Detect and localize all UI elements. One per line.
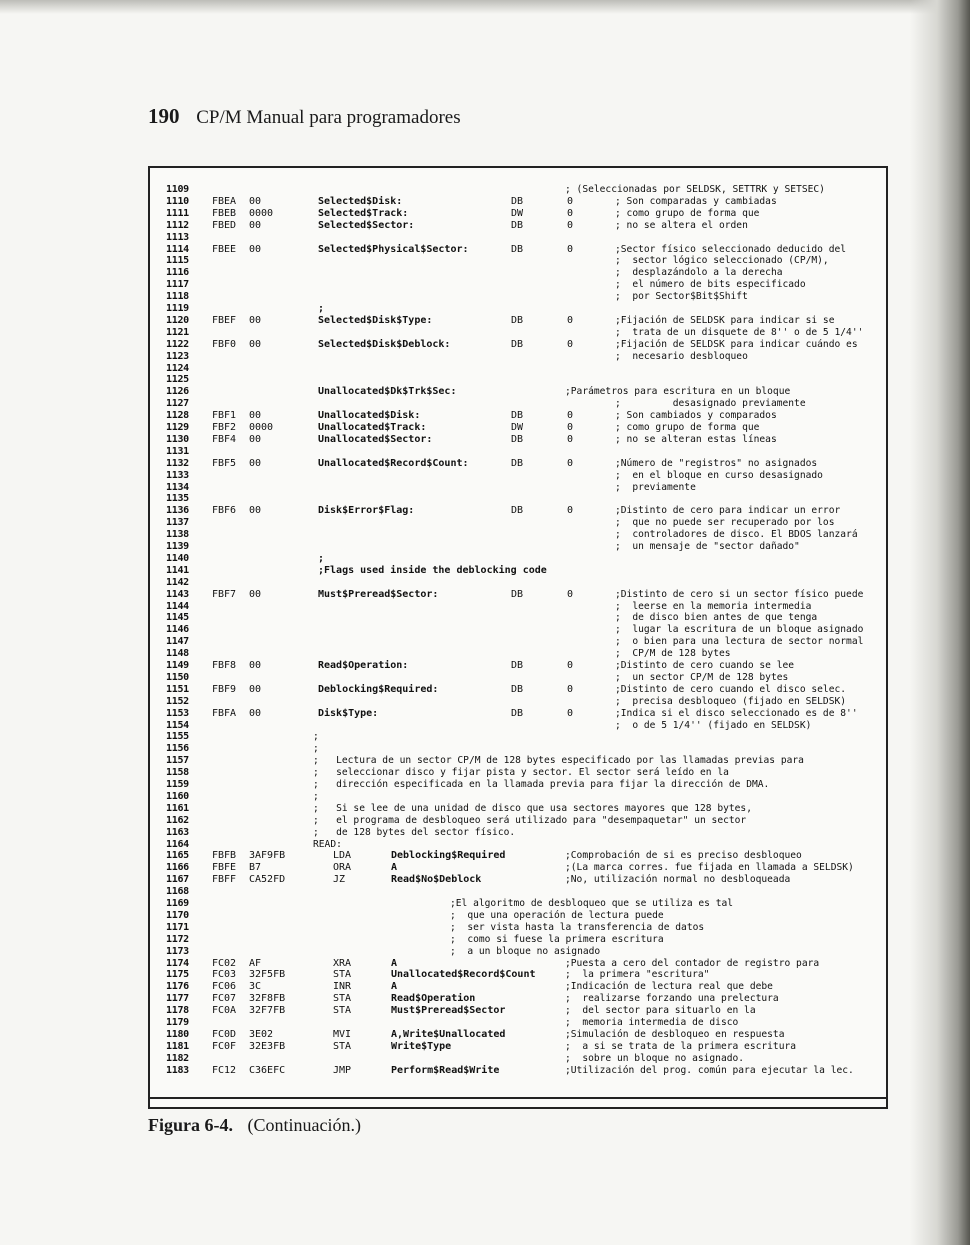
comment: ;El algoritmo de desbloqueo que se utiliza es tal (450, 898, 734, 909)
comment: ; de 128 bytes del sector físico. (313, 826, 516, 838)
opcode: INR (333, 981, 352, 993)
comment: ;Sector físico seleccionado deducido del (615, 243, 847, 255)
line-number: 1134 (166, 481, 189, 493)
comment: ;Distinto de cero cuando el disco selec. (615, 683, 847, 695)
address: FBFE (212, 862, 237, 874)
address: FBF9 (212, 683, 237, 695)
label: Unallocated$Sector: (318, 433, 433, 445)
object-code: 0000 (249, 422, 274, 433)
operand: A (391, 957, 398, 969)
operand: 0 (567, 683, 574, 695)
line-number: 1122 (166, 338, 189, 350)
comment: ;Distinto de cero cuando se lee (615, 660, 795, 671)
line-number: 1132 (166, 457, 189, 469)
comment: ;Comprobación de si es preciso desbloqueo (565, 850, 802, 862)
comment: ; (313, 743, 319, 755)
line-number: 1115 (166, 255, 189, 267)
line-number: 1143 (166, 588, 189, 600)
label: Selected$Disk: (318, 195, 403, 207)
address: FC03 (212, 969, 237, 981)
line-number: 1182 (166, 1052, 189, 1064)
operand: 0 (567, 243, 574, 255)
line-number: 1154 (166, 719, 189, 731)
line-number: 1126 (166, 386, 189, 398)
line-number: 1112 (166, 219, 189, 231)
operand: A,Write$Unallocated (391, 1028, 506, 1040)
object-code: 0000 (249, 207, 274, 219)
comment: ; (313, 731, 319, 743)
comment: ; Si se lee de una unidad de disco que usa sectores mayores que 128 bytes, (313, 802, 752, 814)
line-number: 1114 (166, 243, 189, 255)
line-number: 1171 (166, 921, 189, 933)
address: FBEB (212, 207, 237, 219)
comment: ;Fijación de SELDSK para indicar si se (615, 314, 835, 326)
comment: ; Lectura de un sector CP/M de 128 bytes especificado por las llamadas previas para (313, 755, 804, 767)
comment: ; a si se trata de la primera escritura (565, 1040, 797, 1052)
operand: Deblocking$Required (391, 850, 506, 862)
label: Unallocated$Record$Count: (318, 457, 469, 469)
operand: Perform$Read$Write (391, 1064, 500, 1076)
comment: ; dirección especificada en la llamada previa para fijar la dirección de DMA. (313, 779, 770, 790)
comment: ; como si fuese la primera escritura (450, 933, 664, 945)
line-number: 1141 (166, 564, 189, 576)
opcode: ORA (333, 862, 352, 874)
object-code: 00 (249, 505, 262, 517)
line-number: 1142 (166, 576, 189, 588)
comment: ; desplazándolo a la derecha (615, 267, 783, 279)
line-number: 1183 (166, 1064, 189, 1076)
line-number: 1119 (166, 303, 189, 314)
opcode: LDA (333, 850, 352, 862)
comment: ; sobre un bloque no asignado. (565, 1052, 745, 1064)
comment: ;Fijación de SELDSK para indicar cuándo es (615, 338, 858, 350)
opcode: MVI (333, 1028, 352, 1040)
label: Selected$Disk$Deblock: (318, 338, 451, 350)
comment: ; del sector para situarlo en la (565, 1005, 756, 1017)
page-header (148, 104, 461, 129)
line-number: 1136 (166, 505, 189, 517)
comment: ; seleccionar disco y fijar pista y sector. El sector será leído en la (313, 767, 729, 779)
object-code: 00 (249, 707, 262, 719)
comment: ; previamente (615, 481, 696, 493)
address: FBF2 (212, 422, 237, 433)
object-code: 00 (249, 410, 262, 422)
line-number: 1178 (166, 1005, 189, 1017)
comment: ; memoria intermedia de disco (565, 1017, 739, 1028)
comment: ;Distinto de cero si un sector físico puede (615, 588, 864, 600)
opcode: DB (511, 588, 524, 600)
line-number: 1128 (166, 410, 189, 422)
line-number: 1129 (166, 422, 189, 433)
label: Selected$Track: (318, 207, 409, 219)
object-code: 32F7FB (249, 1005, 286, 1017)
comment: ; el número de bits especificado (615, 279, 806, 291)
object-code: 32F5FB (249, 969, 286, 981)
address: FBF1 (212, 410, 237, 422)
line-number: 1127 (166, 398, 189, 410)
line-number: 1110 (166, 195, 189, 207)
line-number: 1173 (166, 945, 189, 957)
line-number: 1111 (166, 207, 189, 219)
address: FBEA (212, 195, 237, 207)
object-code: 3AF9FB (249, 850, 286, 862)
comment: ;No, utilización normal no desbloqueada (565, 874, 791, 886)
comment: ; ser vista hasta la transferencia de datos (450, 921, 705, 933)
line-number: 1176 (166, 981, 189, 993)
operand: 0 (567, 195, 574, 207)
line-number: 1162 (166, 814, 189, 826)
operand: Read$Operation (391, 993, 476, 1005)
object-code: CA52FD (249, 874, 286, 886)
object-code: C36EFC (249, 1064, 286, 1076)
line-number: 1145 (166, 612, 189, 624)
comment: ; como grupo de forma que (615, 207, 760, 219)
comment: ; que una operación de lectura puede (450, 909, 664, 921)
figure-caption (148, 1115, 361, 1136)
page-title: CP/M Manual para programadores (196, 107, 461, 128)
line-number: 1174 (166, 957, 189, 969)
opcode: JMP (333, 1064, 352, 1076)
address: FC02 (212, 957, 237, 969)
line-number: 1169 (166, 898, 189, 909)
opcode: XRA (333, 957, 352, 969)
line-number: 1118 (166, 291, 189, 303)
line-number: 1153 (166, 707, 189, 719)
line-number: 1137 (166, 517, 189, 529)
object-code: 00 (249, 219, 262, 231)
line-number: 1166 (166, 862, 189, 874)
line-number: 1124 (166, 362, 189, 374)
opcode: STA (333, 1005, 352, 1017)
line-number: 1150 (166, 671, 189, 683)
operand: Write$Type (391, 1040, 452, 1052)
operand: A (391, 981, 398, 993)
comment: ; necesario desbloqueo (615, 350, 748, 362)
comment: ; como grupo de forma que (615, 422, 760, 433)
address: FC0A (212, 1005, 237, 1017)
line-number: 1120 (166, 314, 189, 326)
comment: ; lugar la escritura de un bloque asignado (615, 624, 864, 636)
figure-frame-inner-rule (150, 1097, 886, 1099)
comment: ; la primera "escritura" (565, 969, 710, 981)
line-number: 1117 (166, 279, 189, 291)
line-number: 1168 (166, 886, 189, 898)
address: FBEE (212, 243, 237, 255)
address: FC06 (212, 981, 237, 993)
object-code: 00 (249, 338, 262, 350)
opcode: DW (511, 207, 524, 219)
comment: ; (Seleccionadas por SELDSK, SETTRK y SETSEC) (565, 184, 825, 195)
opcode: DB (511, 410, 524, 422)
comment: ; CP/M de 128 bytes (615, 648, 731, 660)
opcode: DB (511, 314, 524, 326)
address: FBF4 (212, 433, 237, 445)
comment: ; realizarse forzando una prelectura (565, 993, 779, 1005)
label: Disk$Error$Flag: (318, 505, 415, 517)
object-code: AF (249, 957, 262, 969)
comment: ; de disco bien antes de que tenga (615, 612, 818, 624)
line-number: 1135 (166, 493, 189, 505)
line-number: 1131 (166, 445, 189, 457)
comment: ; no se alteran estas líneas (615, 433, 777, 445)
line-number: 1144 (166, 600, 189, 612)
line-number: 1148 (166, 648, 189, 660)
comment: ; el programa de desbloqueo será utilizado para "desempaquetar" un sector (313, 814, 747, 826)
label: Disk$Type: (318, 707, 379, 719)
comment: ; controladores de disco. El BDOS lanzará (615, 529, 858, 541)
operand: A (391, 862, 398, 874)
line-number: 1170 (166, 909, 189, 921)
operand: 0 (567, 410, 574, 422)
line-number: 1151 (166, 683, 189, 695)
line-number: 1167 (166, 874, 189, 886)
line-number: 1164 (166, 838, 189, 850)
address: FBF7 (212, 588, 237, 600)
comment: ;Puesta a cero del contador de registro para (565, 957, 820, 969)
line-number: 1172 (166, 933, 189, 945)
opcode: DB (511, 219, 524, 231)
object-code: 00 (249, 314, 262, 326)
label: ; (318, 552, 325, 564)
line-number: 1149 (166, 660, 189, 671)
label: Unallocated$Dk$Trk$Sec: (318, 386, 457, 398)
address: FBEF (212, 314, 237, 326)
opcode: DB (511, 707, 524, 719)
line-number: 1116 (166, 267, 189, 279)
line-number: 1138 (166, 529, 189, 541)
operand: Must$Preread$Sector (391, 1005, 506, 1017)
comment: ; a un bloque no asignado (450, 945, 601, 957)
operand: 0 (567, 422, 574, 433)
label: Unallocated$Track: (318, 422, 427, 433)
line-number: 1155 (166, 731, 189, 743)
operand: Read$No$Deblock (391, 874, 482, 886)
label: Read$Operation: (318, 660, 409, 671)
object-code: 3C (249, 981, 262, 993)
address: FBF6 (212, 505, 237, 517)
operand: 0 (567, 457, 574, 469)
comment: ; que no puede ser recuperado por los (615, 517, 835, 529)
comment: ;Parámetros para escritura en un bloque (565, 386, 791, 398)
line-number: 1113 (166, 231, 189, 243)
line-number: 1140 (166, 552, 189, 564)
line-number: 1160 (166, 790, 189, 802)
label: Unallocated$Disk: (318, 410, 421, 422)
line-number: 1175 (166, 969, 189, 981)
opcode: DB (511, 505, 524, 517)
operand: 0 (567, 314, 574, 326)
line-number: 1177 (166, 993, 189, 1005)
label: Deblocking$Required: (318, 683, 439, 695)
opcode: STA (333, 969, 352, 981)
address: FC0D (212, 1028, 237, 1040)
address: FBFB (212, 850, 237, 862)
page-number: 190 (148, 104, 180, 128)
object-code: 3E02 (249, 1028, 274, 1040)
address: FC07 (212, 993, 237, 1005)
comment: ;Indica si el disco seleccionado es de 8'' (615, 707, 858, 719)
comment: ;Indicación de lectura real que debe (565, 981, 773, 993)
comment: ;(La marca corres. fue fijada en llamada a SELDSK) (565, 862, 854, 874)
comment: READ: (313, 838, 342, 850)
line-number: 1123 (166, 350, 189, 362)
comment: ;Simulación de desbloqueo en respuesta (565, 1028, 785, 1040)
object-code: 32F8FB (249, 993, 286, 1005)
comment: ; en el bloque en curso desasignado (615, 469, 823, 481)
operand: 0 (567, 207, 574, 219)
comment: ; por Sector$Bit$Shift (615, 291, 748, 303)
operand: 0 (567, 505, 574, 517)
line-number: 1130 (166, 433, 189, 445)
line-number: 1158 (166, 767, 189, 779)
object-code: B7 (249, 862, 262, 874)
comment: ; precisa desbloqueo (fijado en SELDSK) (615, 695, 847, 707)
opcode: STA (333, 1040, 352, 1052)
address: FBED (212, 219, 237, 231)
line-number: 1156 (166, 743, 189, 755)
comment: ; o bien para una lectura de sector normal (615, 636, 864, 648)
operand: 0 (567, 660, 574, 671)
line-number: 1159 (166, 779, 189, 790)
comment: ; leerse en la memoria intermedia (615, 600, 812, 612)
opcode: DB (511, 457, 524, 469)
opcode: DB (511, 660, 524, 671)
comment: ;Número de "registros" no asignados (615, 457, 818, 469)
operand: 0 (567, 338, 574, 350)
opcode: DB (511, 243, 524, 255)
line-number: 1121 (166, 326, 189, 338)
figure-label: Figura 6-4. (148, 1115, 233, 1135)
address: FBF0 (212, 338, 237, 350)
label: Selected$Sector: (318, 219, 415, 231)
comment: ; (313, 790, 319, 802)
line-number: 1109 (166, 184, 189, 195)
object-code: 00 (249, 683, 262, 695)
line-number: 1165 (166, 850, 189, 862)
comment: ; un sector CP/M de 128 bytes (615, 671, 789, 683)
opcode: JZ (333, 874, 346, 886)
operand: 0 (567, 433, 574, 445)
address: FBF5 (212, 457, 237, 469)
operand: 0 (567, 588, 574, 600)
object-code: 00 (249, 588, 262, 600)
comment: ; sector lógico seleccionado (CP/M), (615, 255, 829, 267)
object-code: 00 (249, 457, 262, 469)
comment: ; Son cambiados y comparados (615, 410, 777, 422)
label: ;Flags used inside the deblocking code (318, 564, 547, 576)
opcode: DB (511, 195, 524, 207)
operand: Unallocated$Record$Count (391, 969, 536, 981)
address: FBFF (212, 874, 237, 886)
object-code: 00 (249, 243, 262, 255)
line-number: 1180 (166, 1028, 189, 1040)
comment: ; un mensaje de "sector dañado" (615, 541, 800, 552)
object-code: 00 (249, 195, 262, 207)
opcode: DW (511, 422, 524, 433)
line-number: 1181 (166, 1040, 189, 1052)
address: FBFA (212, 707, 237, 719)
comment: ; desasignado previamente (615, 398, 806, 410)
label: Selected$Disk$Type: (318, 314, 433, 326)
line-number: 1146 (166, 624, 189, 636)
address: FC12 (212, 1064, 237, 1076)
page-top-edge (0, 0, 970, 14)
line-number: 1133 (166, 469, 189, 481)
figure-caption-text: (Continuación.) (247, 1115, 361, 1135)
label: Must$Preread$Sector: (318, 588, 439, 600)
address: FC0F (212, 1040, 237, 1052)
comment: ;Distinto de cero para indicar un error (615, 505, 841, 517)
address: FBF8 (212, 660, 237, 671)
line-number: 1157 (166, 755, 189, 767)
comment: ;Utilización del prog. común para ejecutar la lec. (565, 1064, 854, 1076)
line-number: 1139 (166, 541, 189, 552)
line-number: 1125 (166, 374, 189, 386)
operand: 0 (567, 707, 574, 719)
opcode: DB (511, 433, 524, 445)
line-number: 1179 (166, 1017, 189, 1028)
operand: 0 (567, 219, 574, 231)
label: Selected$Physical$Sector: (318, 243, 469, 255)
object-code: 00 (249, 433, 262, 445)
opcode: STA (333, 993, 352, 1005)
line-number: 1152 (166, 695, 189, 707)
opcode: DB (511, 683, 524, 695)
opcode: DB (511, 338, 524, 350)
comment: ; no se altera el orden (615, 219, 748, 231)
line-number: 1161 (166, 802, 189, 814)
line-number: 1163 (166, 826, 189, 838)
comment: ; Son comparadas y cambiadas (615, 195, 777, 207)
line-number: 1147 (166, 636, 189, 648)
comment: ; o de 5 1/4'' (fijado en SELDSK) (615, 719, 812, 731)
object-code: 32E3FB (249, 1040, 286, 1052)
comment: ; trata de un disquete de 8'' o de 5 1/4'' (615, 326, 864, 338)
object-code: 00 (249, 660, 262, 671)
label: ; (318, 303, 325, 314)
code-listing (0, 184, 970, 1084)
